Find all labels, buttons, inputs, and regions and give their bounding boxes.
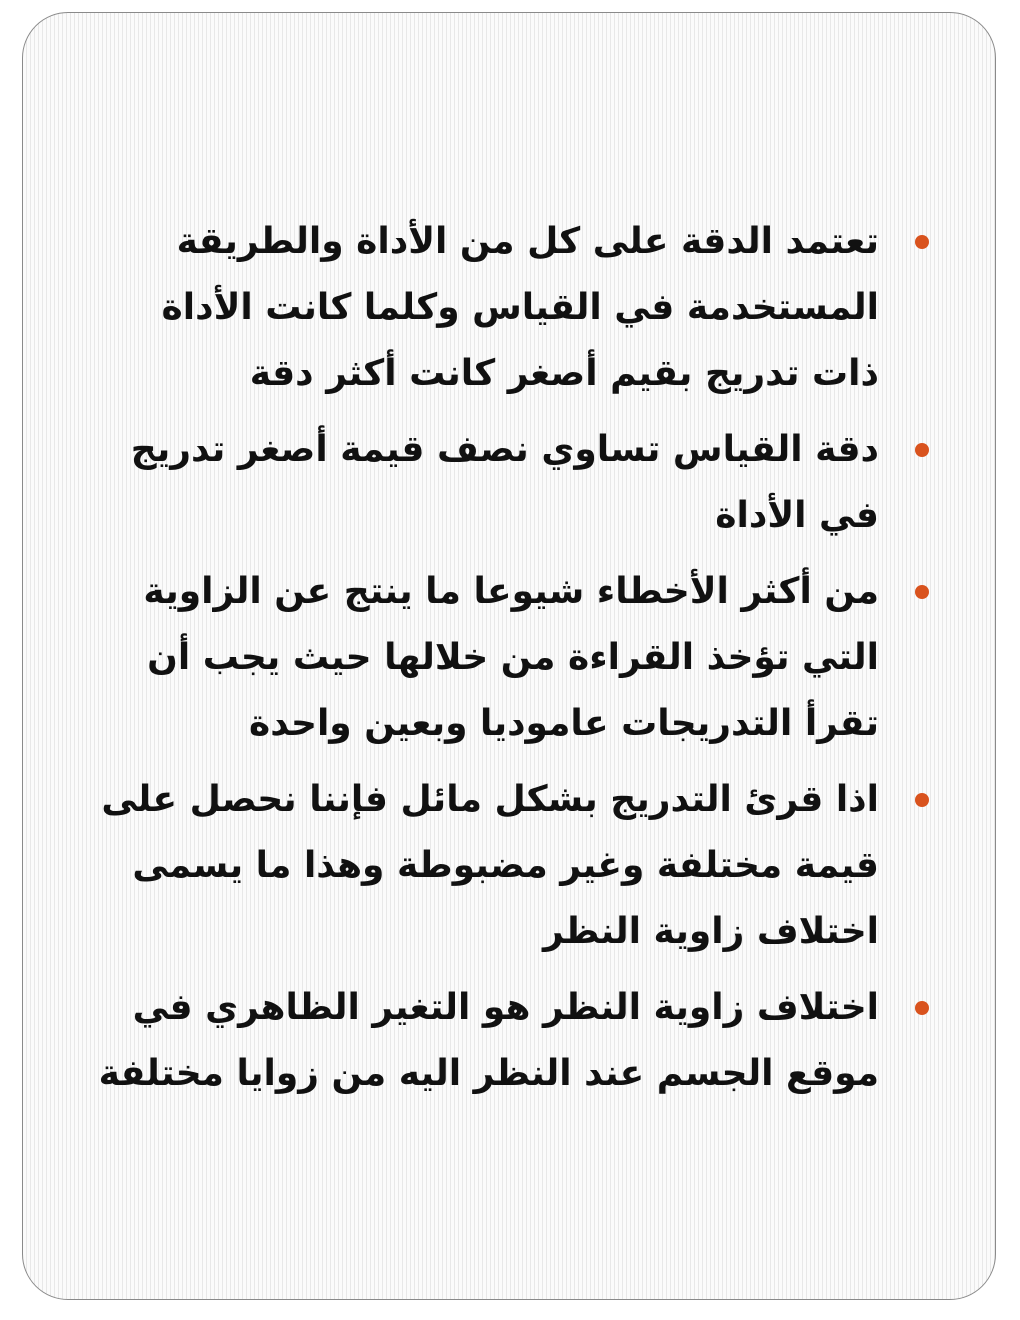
bullet-text: اختلاف زاوية النظر هو التغير الظاهري في موقع الجسم عند النظر اليه من زوايا مختلفة [98,987,879,1094]
bullet-dot-icon [915,793,929,807]
bullet-item [83,559,939,757]
bullet-item [83,417,939,549]
bullet-text: دقة القياس تساوي نصف قيمة أصغر تدريج في الأداة [130,429,879,536]
bullet-item [83,767,939,965]
bullet-item [83,975,939,1107]
bullet-dot-icon [915,235,929,249]
bullet-list [83,209,939,1117]
bullet-dot-icon [915,585,929,599]
bullet-item [83,209,939,407]
bullet-dot-icon [915,443,929,457]
bullet-text: من أكثر الأخطاء شيوعا ما ينتج عن الزاوية التي تؤخذ القراءة من خلالها حيث يجب أن تقرأ التدريجات عاموديا وبعين واحدة [143,571,879,744]
slide-frame [22,12,996,1300]
bullet-text: تعتمد الدقة على كل من الأداة والطريقة المستخدمة في القياس وكلما كانت الأداة ذات تدريج بقيم أصغر كانت أكثر دقة [161,221,879,394]
bullet-text: اذا قرئ التدريج بشكل مائل فإننا نحصل على قيمة مختلفة وغير مضبوطة وهذا ما يسمى اختلاف زاوية النظر [101,779,879,952]
bullet-dot-icon [915,1001,929,1015]
